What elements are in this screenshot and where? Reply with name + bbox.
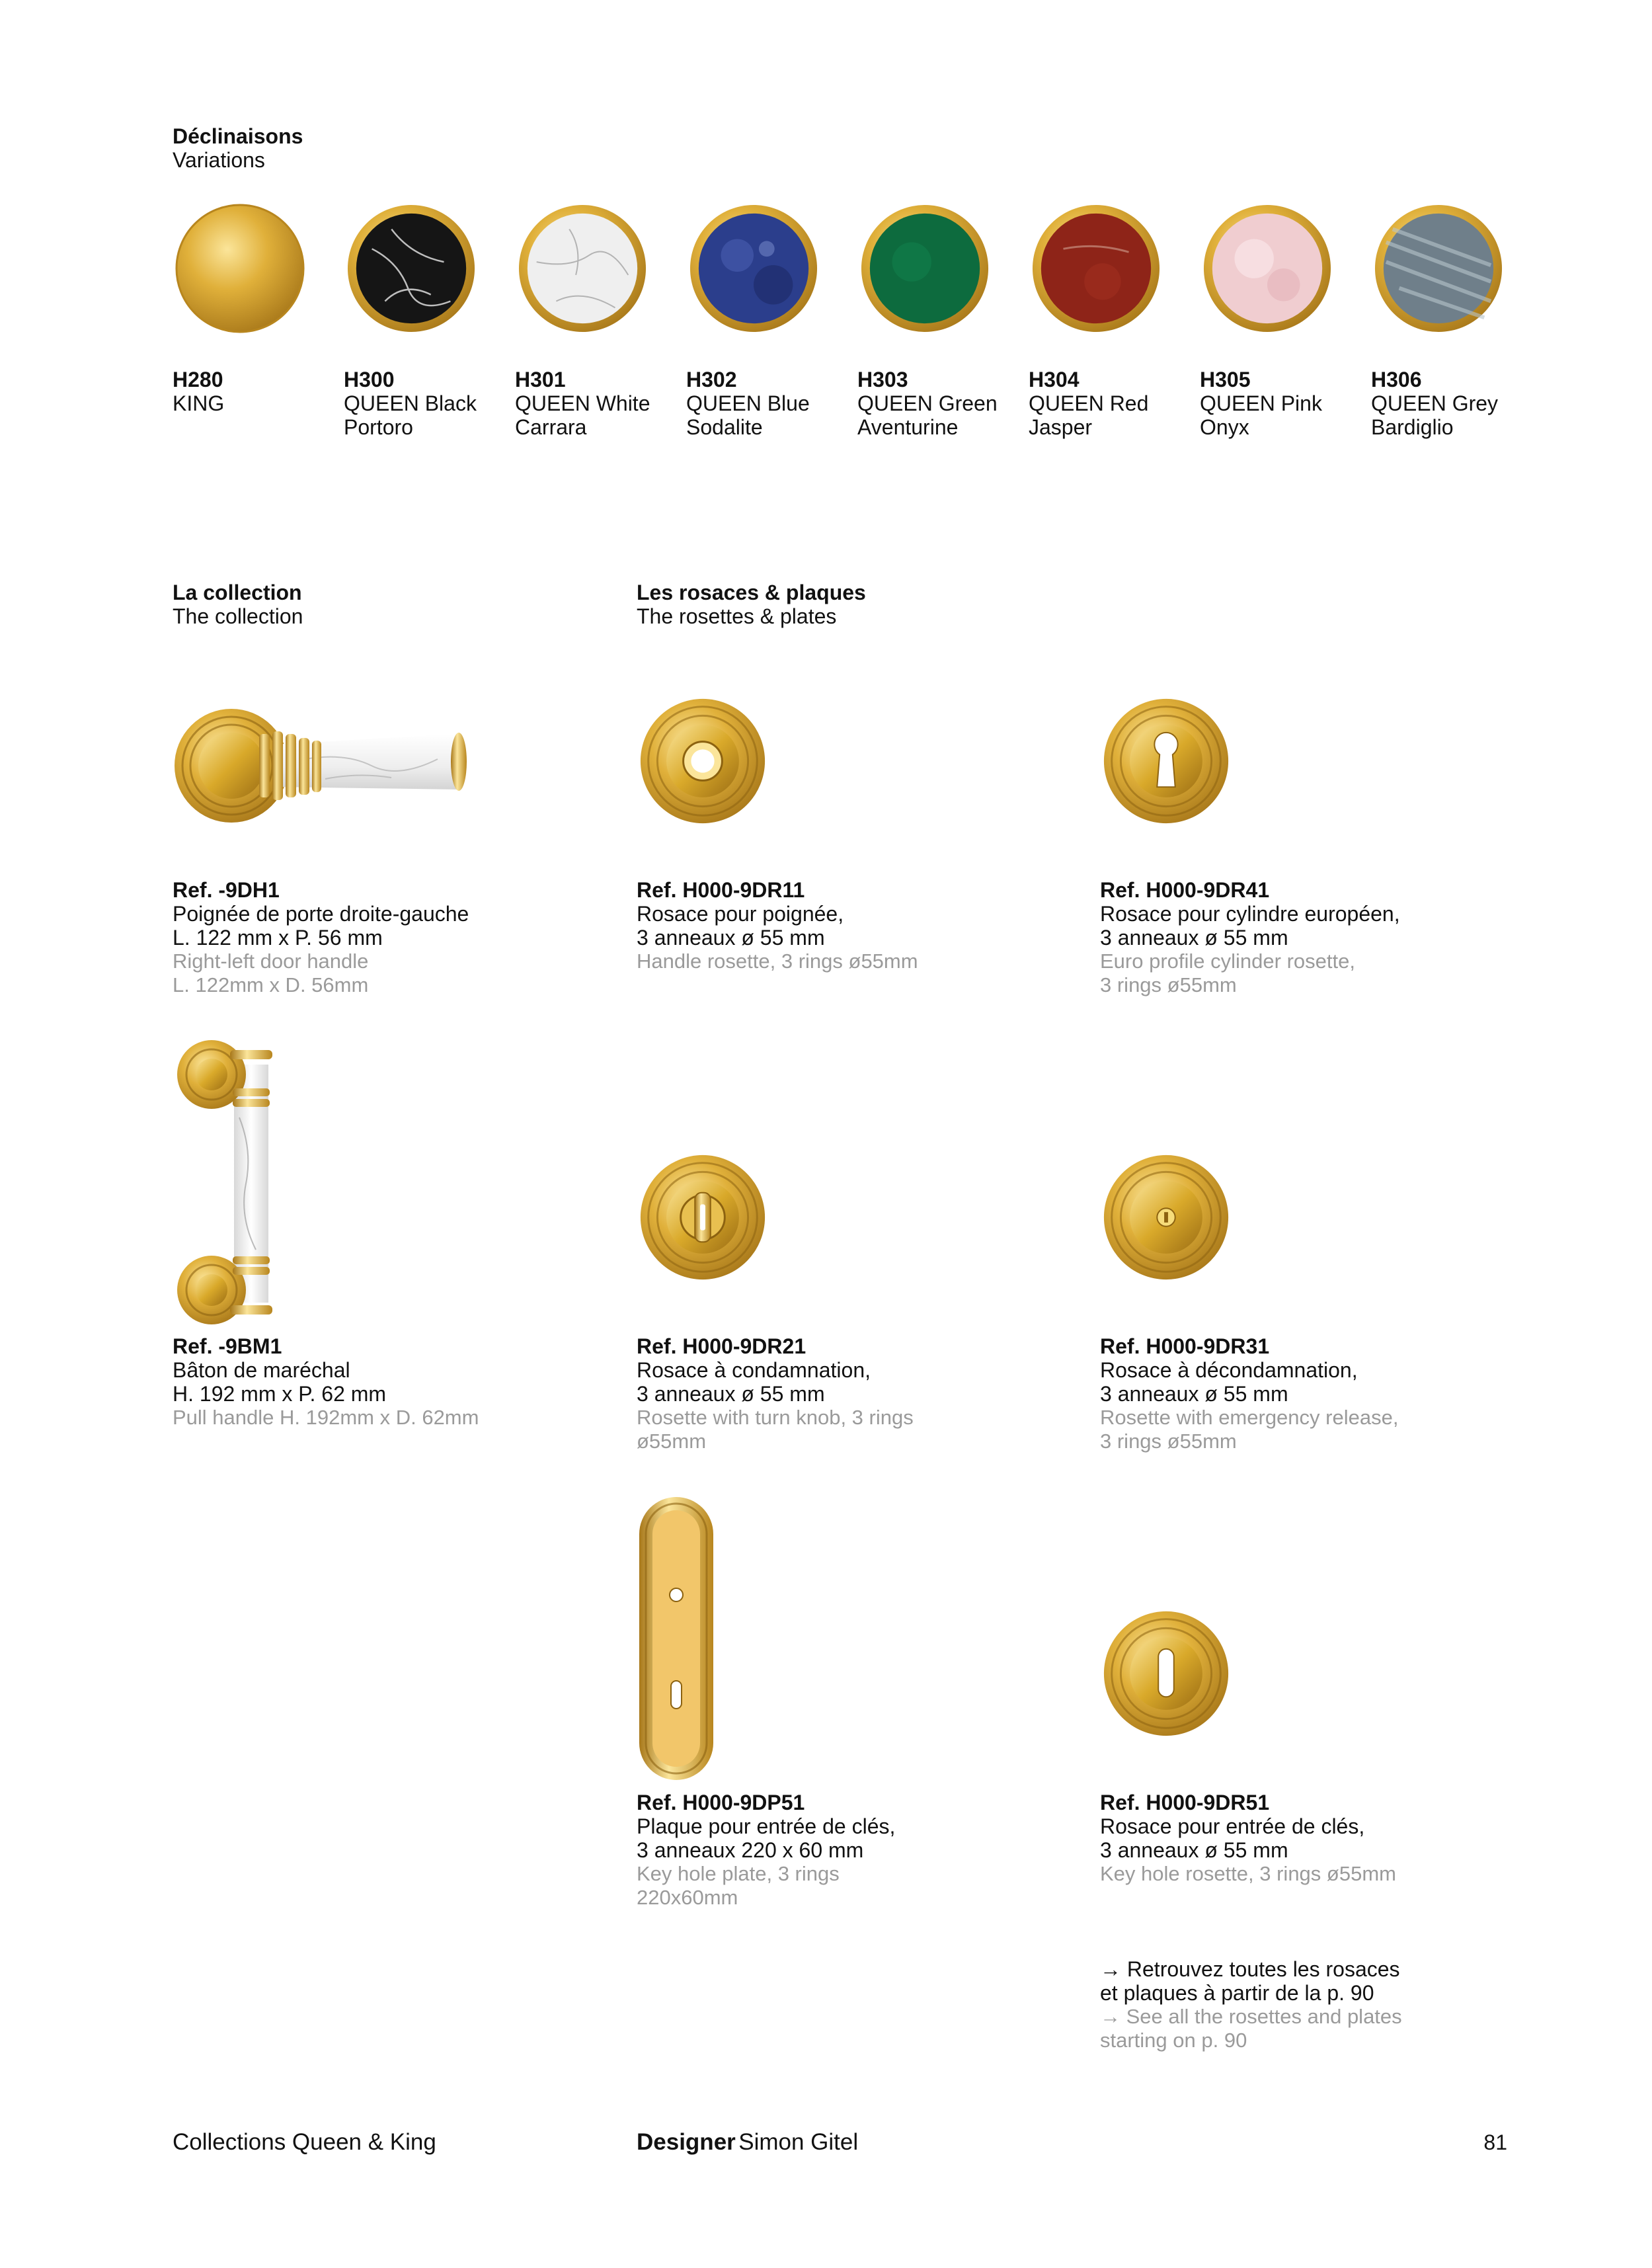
collection-heading-en: The collection <box>173 604 303 628</box>
page-number: 81 <box>1483 2130 1507 2154</box>
variation-code: H302 <box>686 368 737 391</box>
item-9dh1 <box>173 878 582 997</box>
item-en-2: L. 122mm x D. 56mm <box>173 973 369 996</box>
item-fr-1: Plaque pour entrée de clés, <box>637 1814 896 1838</box>
footer-collection-label: Collections Queen & King <box>173 2129 436 2155</box>
item-fr-1: Rosace à condamnation, <box>637 1358 871 1382</box>
item-ref: Ref. H000-9DR11 <box>637 878 805 902</box>
variation-code: H301 <box>515 368 566 391</box>
see-all-note-fr-1: → Retrouvez toutes les rosaces <box>1100 1957 1400 1981</box>
variation-code: H303 <box>857 368 908 391</box>
variation-name-2: Bardiglio <box>1371 415 1454 439</box>
item-ref: Ref. H000-9DP51 <box>637 1791 805 1814</box>
item-en-2: 3 rings ø55mm <box>1100 973 1237 996</box>
item-en-1: Rosette with emergency release, <box>1100 1406 1399 1429</box>
variation-name-2: Sodalite <box>686 415 763 439</box>
rosettes-heading-fr: Les rosaces & plaques <box>637 581 866 604</box>
item-fr-2: 3 anneaux ø 55 mm <box>1100 926 1288 950</box>
rosettes-heading-en: The rosettes & plates <box>637 604 837 628</box>
swatch-h303 <box>859 203 990 334</box>
swatch-h304 <box>1031 203 1161 334</box>
swatch-h305 <box>1202 203 1333 334</box>
variation-label-h301 <box>515 368 680 439</box>
swatch-h302 <box>688 203 819 334</box>
item-ref: Ref. H000-9DR31 <box>1100 1334 1270 1358</box>
swatch-h300 <box>346 203 477 334</box>
variations-heading-fr: Déclinaisons <box>173 124 303 148</box>
footer-collection <box>173 2130 436 2154</box>
item-fr-1: Rosace à décondamnation, <box>1100 1358 1358 1382</box>
variation-name: QUEEN Red <box>1029 391 1149 415</box>
variation-name: QUEEN Black <box>344 391 477 415</box>
item-fr-2: 3 anneaux 220 x 60 mm <box>637 1838 864 1862</box>
item-ref: Ref. -9DH1 <box>173 878 280 902</box>
item-en-1: Key hole plate, 3 rings <box>637 1862 840 1885</box>
variation-code: H280 <box>173 368 223 391</box>
item-fr-1: Rosace pour cylindre européen, <box>1100 902 1400 926</box>
variation-label-h300 <box>344 368 509 439</box>
item-en-2: 3 rings ø55mm <box>1100 1430 1237 1453</box>
rosette-9dr41-image <box>1101 696 1231 826</box>
item-en-1: Euro profile cylinder rosette, <box>1100 950 1355 973</box>
see-all-note-fr-2: et plaques à partir de la p. 90 <box>1100 1981 1374 2005</box>
variation-label-h302 <box>686 368 851 439</box>
item-9dr31 <box>1100 1334 1510 1453</box>
variation-code: H300 <box>344 368 395 391</box>
item-en-1: Key hole rosette, 3 rings ø55mm <box>1100 1862 1396 1885</box>
footer-designer-name: Simon Gitel <box>738 2129 859 2155</box>
item-en-2: ø55mm <box>637 1430 707 1453</box>
rosette-9dr21-image <box>638 1153 767 1282</box>
item-ref: Ref. -9BM1 <box>173 1334 282 1358</box>
item-9dr21 <box>637 1334 1046 1453</box>
variation-name: QUEEN Pink <box>1200 391 1322 415</box>
variation-code: H304 <box>1029 368 1080 391</box>
variation-name-2: Carrara <box>515 415 587 439</box>
swatch-h306 <box>1373 203 1504 334</box>
variation-label-h306 <box>1371 368 1536 439</box>
item-fr-1: Rosace pour poignée, <box>637 902 844 926</box>
variation-name: KING <box>173 391 225 415</box>
footer-designer-label: Designer <box>637 2129 736 2155</box>
swatch-h301 <box>517 203 648 334</box>
collection-heading-fr: La collection <box>173 581 302 604</box>
rosettes-heading <box>637 581 866 628</box>
collection-heading <box>173 581 303 628</box>
item-en-1: Rosette with turn knob, 3 rings <box>637 1406 914 1429</box>
item-fr-1: Poignée de porte droite-gauche <box>173 902 469 926</box>
item-ref: Ref. H000-9DR51 <box>1100 1791 1270 1814</box>
item-fr-2: 3 anneaux ø 55 mm <box>637 1382 825 1406</box>
item-fr-2: L. 122 mm x P. 56 mm <box>173 926 383 950</box>
item-en-1: Right-left door handle <box>173 950 369 973</box>
variation-name: QUEEN White <box>515 391 650 415</box>
variation-name: QUEEN Grey <box>1371 391 1499 415</box>
see-all-note[interactable] <box>1100 1957 1402 2052</box>
item-9dr51 <box>1100 1791 1510 1886</box>
variation-code: H306 <box>1371 368 1422 391</box>
variations-heading <box>173 124 303 172</box>
item-en-2: 220x60mm <box>637 1886 738 1909</box>
item-en-1: Pull handle H. 192mm x D. 62mm <box>173 1406 479 1429</box>
item-fr-1: Rosace pour entrée de clés, <box>1100 1814 1365 1838</box>
rosette-9dr51-image <box>1101 1609 1231 1738</box>
footer-page <box>1428 2130 1507 2154</box>
item-9dr41 <box>1100 878 1510 997</box>
footer-designer <box>637 2130 858 2154</box>
variations-heading-en: Variations <box>173 148 265 172</box>
variation-label-h280 <box>173 368 338 415</box>
variation-name-2: Aventurine <box>857 415 959 439</box>
item-fr-1: Bâton de maréchal <box>173 1358 350 1382</box>
see-all-note-en-2: starting on p. 90 <box>1100 2029 1247 2052</box>
swatch-h280 <box>175 203 305 334</box>
variation-name-2: Portoro <box>344 415 413 439</box>
variation-name: QUEEN Blue <box>686 391 810 415</box>
rosette-9dr11-image <box>638 696 767 826</box>
see-all-note-en-1: → See all the rosettes and plates <box>1100 2005 1402 2028</box>
item-fr-2: 3 anneaux ø 55 mm <box>1100 1382 1288 1406</box>
variation-name-2: Onyx <box>1200 415 1249 439</box>
variation-name: QUEEN Green <box>857 391 998 415</box>
variation-label-h304 <box>1029 368 1194 439</box>
pull-handle-image <box>173 1038 279 1326</box>
item-en-1: Handle rosette, 3 rings ø55mm <box>637 950 918 973</box>
item-ref: Ref. H000-9DR21 <box>637 1334 806 1358</box>
item-ref: Ref. H000-9DR41 <box>1100 878 1270 902</box>
variation-label-h305 <box>1200 368 1365 439</box>
item-fr-2: H. 192 mm x P. 62 mm <box>173 1382 387 1406</box>
item-9bm1 <box>173 1334 582 1430</box>
item-fr-2: 3 anneaux ø 55 mm <box>1100 1838 1288 1862</box>
item-9dp51 <box>637 1791 1046 1910</box>
item-fr-2: 3 anneaux ø 55 mm <box>637 926 825 950</box>
door-handle-image <box>173 700 484 832</box>
plate-9dp51-image <box>638 1496 715 1781</box>
variation-name-2: Jasper <box>1029 415 1093 439</box>
variation-code: H305 <box>1200 368 1251 391</box>
item-9dr11 <box>637 878 1046 973</box>
rosette-9dr31-image <box>1101 1153 1231 1282</box>
variation-label-h303 <box>857 368 1023 439</box>
